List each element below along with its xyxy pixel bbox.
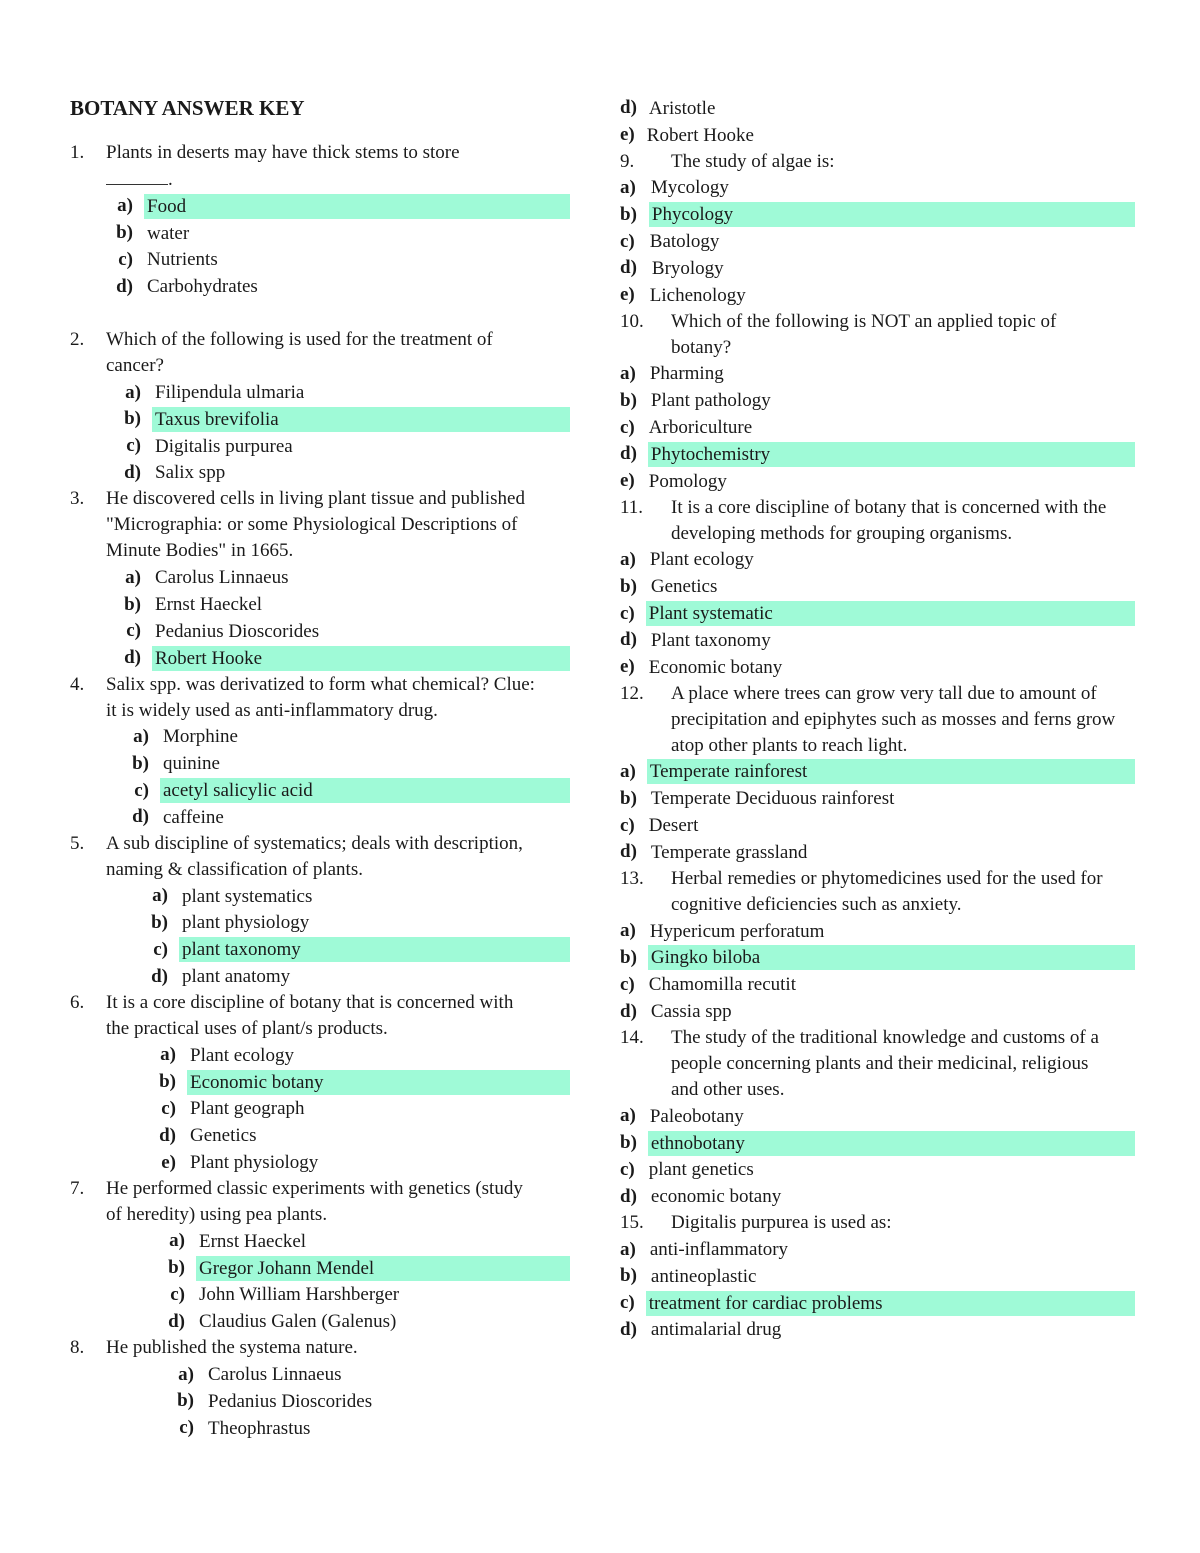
option-label: c) [170, 1283, 185, 1305]
option-text: Temperate Deciduous rainforest [650, 788, 895, 810]
question-text [106, 990, 536, 1042]
question-4 [70, 672, 570, 724]
option-label: e) [161, 1151, 176, 1173]
option-text: plant systematics [182, 885, 313, 907]
question-number: 11. [620, 496, 644, 518]
option-label: a) [117, 195, 133, 217]
answer-option [70, 1255, 570, 1282]
correct-answer-highlight: Food [144, 194, 570, 219]
answer-option [70, 433, 570, 460]
option-label: b) [124, 593, 141, 615]
answer-option [70, 910, 570, 937]
answer-option [620, 573, 1135, 600]
question-number: 12. [620, 682, 644, 704]
answer-option [70, 1361, 570, 1388]
question-number: 5. [70, 832, 85, 854]
option-text: plant genetics [648, 1159, 754, 1181]
right-column [620, 95, 1135, 1343]
option-label: a) [133, 725, 149, 747]
option-label: d) [124, 647, 141, 669]
answer-option [70, 618, 570, 645]
option-label: c) [179, 1417, 194, 1439]
option-text: Claudius Galen (Galenus) [199, 1311, 397, 1333]
option-text: plant physiology [182, 912, 310, 934]
question-number: 9. [620, 150, 635, 172]
answer-option [70, 1122, 570, 1149]
answer-option [70, 1228, 570, 1255]
option-label: a) [620, 548, 636, 570]
question-number: 4. [70, 673, 85, 695]
answer-option [620, 998, 1135, 1025]
question-number: 13. [620, 867, 644, 889]
option-text: Filipendula ulmaria [155, 382, 305, 404]
answer-option [620, 387, 1135, 414]
question-7 [70, 1176, 570, 1228]
option-text: Nutrients [147, 249, 218, 271]
answer-option [70, 724, 570, 751]
answer-option [70, 963, 570, 990]
option-text: Mycology [650, 177, 729, 199]
answer-option [70, 564, 570, 591]
answer-option [70, 883, 570, 910]
option-text: Pedanius Dioscorides [155, 620, 320, 642]
answer-option [620, 1183, 1135, 1210]
option-text: Theophrastus [208, 1417, 311, 1439]
answer-option [620, 1157, 1135, 1184]
question-9 [620, 149, 1135, 175]
answer-option [70, 645, 570, 672]
question-text-main: A place where trees can grow very tall due to amount of precipitation and epiphytes such as mosses and ferns grow atop other plants to reach light. [671, 682, 1116, 756]
option-text: Digitalis purpurea [155, 435, 293, 457]
question-8 [70, 1335, 570, 1361]
option-label: c) [620, 973, 635, 995]
question-6 [70, 990, 570, 1042]
option-label: d) [620, 1000, 637, 1022]
answer-option [620, 759, 1135, 786]
answer-option [620, 122, 1135, 149]
correct-answer-highlight: acetyl salicylic acid [160, 778, 570, 803]
option-text: Genetics [650, 576, 718, 598]
option-text: Carolus Linnaeus [208, 1364, 342, 1385]
correct-answer-highlight: ethnobotany [648, 1131, 1135, 1156]
question-text [106, 486, 536, 564]
question-number: 1. [70, 142, 85, 163]
option-label: b) [177, 1390, 194, 1412]
option-text: Morphine [163, 726, 238, 748]
question-number: 2. [70, 329, 85, 351]
option-label: d) [124, 461, 141, 483]
option-text: economic botany [650, 1186, 782, 1208]
question-text [671, 1210, 1116, 1236]
answer-option [70, 1069, 570, 1096]
option-label: c) [620, 602, 635, 624]
option-text: Plant physiology [190, 1152, 319, 1174]
answer-option [620, 918, 1135, 945]
option-text: caffeine [163, 806, 224, 828]
option-label: d) [159, 1124, 176, 1146]
question-number: 15. [620, 1212, 644, 1234]
option-label: d) [620, 841, 637, 863]
answer-option [70, 936, 570, 963]
answer-option [620, 1103, 1135, 1130]
answer-option [70, 247, 570, 274]
answer-option [70, 591, 570, 618]
option-text: Chamomilla recutit [648, 974, 796, 996]
option-text: Robert Hooke [646, 124, 754, 146]
option-label: d) [620, 1318, 637, 1340]
answer-option [620, 654, 1135, 681]
option-label: e) [620, 124, 635, 146]
question-text-main: It is a core discipline of botany that is concerned with the developing methods for grouping organisms. [671, 496, 1107, 544]
option-label: a) [620, 176, 636, 198]
option-label: d) [620, 1185, 637, 1207]
option-text: John William Harshberger [199, 1284, 400, 1306]
option-label: a) [169, 1230, 185, 1252]
answer-option [620, 1263, 1135, 1290]
correct-answer-highlight: Gingko biloba [648, 945, 1135, 970]
option-label: c) [134, 779, 149, 801]
question-number: 10. [620, 310, 644, 332]
option-label: c) [126, 620, 141, 642]
answer-option [70, 1415, 570, 1442]
option-text: Hypericum perforatum [649, 920, 825, 942]
answer-option [70, 750, 570, 777]
answer-option [620, 945, 1135, 972]
question-text-main: Plants in deserts may have thick stems to store [106, 142, 460, 163]
question-text [106, 327, 536, 379]
question-text-main: He published the systema nature. [106, 1337, 358, 1359]
answer-blank [106, 166, 168, 185]
option-text: Plant ecology [190, 1044, 294, 1066]
answer-option [620, 201, 1135, 228]
answer-option [70, 1308, 570, 1335]
answer-option [70, 273, 570, 300]
answer-option [70, 1042, 570, 1069]
answer-option [620, 1290, 1135, 1317]
answer-option [620, 600, 1135, 627]
answer-option [620, 361, 1135, 388]
question-2 [70, 327, 570, 379]
option-text: Ernst Haeckel [155, 594, 263, 616]
option-text: Plant geograph [190, 1098, 305, 1120]
question-15 [620, 1210, 1135, 1236]
option-label: b) [620, 203, 637, 225]
question-number: 14. [620, 1026, 644, 1048]
answer-option [620, 1317, 1135, 1344]
question-text-main: A sub discipline of systematics; deals with description, naming & classification of plants. [106, 832, 523, 880]
correct-answer-highlight: Economic botany [187, 1070, 570, 1095]
option-text: Plant pathology [650, 390, 771, 412]
option-text: antineoplastic [650, 1265, 757, 1287]
option-text: Bryology [651, 257, 724, 279]
question-text [106, 672, 536, 724]
option-text: Salix spp [155, 462, 226, 484]
option-text: Genetics [190, 1125, 257, 1147]
correct-answer-highlight: Plant systematic [646, 601, 1135, 626]
question-3 [70, 486, 570, 564]
answer-option [620, 1236, 1135, 1263]
question-text-main: The study of the traditional knowledge and customs of a people concerning plants and their medicinal, religious and other uses. [671, 1026, 1099, 1100]
option-label: a) [620, 920, 636, 942]
question-text [106, 140, 536, 193]
option-text: Economic botany [648, 656, 783, 678]
answer-option [620, 839, 1135, 866]
question-number: 7. [70, 1177, 85, 1199]
question-text-main: He discovered cells in living plant tissue and published "Micrographia: or some Physiological Descriptions of Minute Bodies" in 1665. [106, 488, 525, 562]
option-label: c) [126, 435, 141, 457]
option-label: a) [125, 566, 141, 588]
option-text: anti-inflammatory [649, 1239, 789, 1260]
option-label: c) [161, 1097, 176, 1119]
answer-option [70, 1149, 570, 1176]
question-text-main: Herbal remedies or phytomedicines used for the used for cognitive deficiencies such as anxiety. [671, 867, 1103, 915]
question-number: 8. [70, 1337, 85, 1359]
option-text: Lichenology [649, 284, 746, 306]
option-text: plant anatomy [182, 966, 291, 988]
option-label: a) [178, 1363, 194, 1385]
question-5 [70, 831, 570, 883]
answer-option [620, 441, 1135, 468]
option-text: Carbohydrates [147, 276, 258, 298]
correct-answer-highlight: Robert Hooke [152, 646, 570, 671]
option-label: b) [620, 787, 637, 809]
question-text-main: Salix spp. was derivatized to form what chemical? Clue: it is widely used as anti-inflammatory drug. [106, 673, 535, 721]
answer-option [620, 255, 1135, 282]
option-label: c) [620, 1292, 635, 1314]
option-text: Aristotle [648, 97, 716, 119]
option-label: d) [620, 97, 637, 119]
option-label: b) [620, 1265, 637, 1287]
correct-answer-highlight: Phycology [649, 202, 1135, 227]
option-text: Plant taxonomy [650, 629, 771, 651]
option-label: a) [152, 885, 168, 907]
option-text: water [147, 222, 190, 244]
option-text: Temperate grassland [650, 841, 808, 863]
answer-option [70, 406, 570, 433]
answer-option [620, 812, 1135, 839]
answer-option [70, 193, 570, 220]
question-text [106, 1176, 536, 1228]
option-text: Pomology [648, 470, 727, 492]
question-text [671, 866, 1116, 918]
option-label: d) [620, 629, 637, 651]
option-label: b) [124, 408, 141, 430]
document-title: BOTANY ANSWER KEY [70, 96, 305, 120]
question-11 [620, 495, 1135, 547]
option-label: c) [153, 938, 168, 960]
option-label: c) [118, 248, 133, 270]
answer-option [620, 228, 1135, 255]
option-label: b) [620, 1132, 637, 1154]
answer-option [620, 785, 1135, 812]
answer-option [70, 379, 570, 406]
option-label: b) [620, 389, 637, 411]
option-label: d) [116, 275, 133, 297]
question-text [106, 831, 536, 883]
answer-option [620, 627, 1135, 654]
option-text: Pharming [649, 363, 724, 385]
option-label: b) [620, 575, 637, 597]
question-10 [620, 309, 1135, 361]
option-label: e) [620, 470, 635, 492]
question-14 [620, 1025, 1135, 1103]
question-1 [70, 140, 570, 193]
option-text: Batology [649, 231, 720, 253]
option-label: b) [132, 752, 149, 774]
option-text: Pedanius Dioscorides [208, 1390, 373, 1412]
option-text: Cassia spp [650, 1001, 732, 1023]
option-text: Arboriculture [648, 417, 753, 439]
correct-answer-highlight: Phytochemistry [648, 442, 1135, 467]
option-label: a) [620, 362, 636, 384]
answer-option [70, 220, 570, 247]
correct-answer-highlight: Taxus brevifolia [152, 407, 570, 432]
question-text-main: Which of the following is NOT an applied topic of botany? [671, 310, 1057, 358]
option-label: d) [620, 257, 637, 279]
option-text: Desert [648, 815, 699, 837]
option-text: quinine [163, 753, 220, 775]
answer-option [620, 547, 1135, 574]
correct-answer-highlight: plant taxonomy [179, 937, 570, 962]
answer-option [620, 971, 1135, 998]
answer-option [70, 460, 570, 487]
option-text: Ernst Haeckel [199, 1230, 307, 1252]
answer-option [620, 282, 1135, 309]
question-text-main: Digitalis purpurea is used as: [671, 1212, 892, 1234]
question-12 [620, 681, 1135, 759]
correct-answer-highlight: Gregor Johann Mendel [196, 1256, 570, 1281]
option-label: d) [168, 1310, 185, 1332]
answer-option [620, 414, 1135, 441]
answer-option [620, 175, 1135, 202]
option-label: b) [116, 222, 133, 244]
option-label: b) [620, 946, 637, 968]
left-column [70, 95, 570, 1442]
option-label: c) [620, 230, 635, 252]
question-text-main: Which of the following is used for the treatment of cancer? [106, 329, 493, 377]
option-label: c) [620, 1158, 635, 1180]
option-label: b) [159, 1071, 176, 1093]
question-text-tail: . [168, 169, 173, 190]
answer-option [620, 95, 1135, 122]
question-number: 3. [70, 488, 85, 510]
option-label: a) [620, 1238, 636, 1260]
question-text [671, 1025, 1116, 1103]
answer-option [70, 1388, 570, 1415]
option-text: Plant ecology [649, 549, 754, 571]
answer-option [70, 1282, 570, 1309]
question-number: 6. [70, 991, 85, 1013]
option-label: c) [620, 814, 635, 836]
option-label: e) [620, 656, 635, 678]
question-text [671, 495, 1116, 547]
question-13 [620, 866, 1135, 918]
option-label: a) [620, 1105, 636, 1127]
option-text: antimalarial drug [650, 1319, 782, 1341]
option-label: c) [620, 416, 635, 438]
answer-option [620, 1130, 1135, 1157]
question-text-main: He performed classic experiments with genetics (study of heredity) using pea plants. [106, 1177, 523, 1225]
option-label: d) [132, 806, 149, 828]
answer-option [70, 777, 570, 804]
option-label: a) [620, 760, 636, 782]
option-label: e) [620, 284, 635, 306]
answer-option [620, 468, 1135, 495]
blank-line [70, 300, 570, 327]
option-label: a) [125, 381, 141, 403]
answer-option [70, 804, 570, 831]
option-text: Carolus Linnaeus [155, 567, 289, 589]
option-label: d) [151, 965, 168, 987]
question-text-main: The study of algae is: [671, 150, 835, 172]
option-text: Paleobotany [649, 1105, 744, 1127]
option-label: d) [620, 443, 637, 465]
option-label: b) [168, 1257, 185, 1279]
question-text [671, 149, 1116, 175]
question-text [671, 309, 1116, 361]
correct-answer-highlight: treatment for cardiac problems [646, 1291, 1135, 1316]
question-text [106, 1335, 536, 1361]
answer-option [70, 1096, 570, 1123]
option-label: b) [151, 911, 168, 933]
question-text-main: It is a core discipline of botany that is concerned with the practical uses of plant/s products. [106, 991, 514, 1039]
question-text [671, 681, 1116, 759]
option-label: a) [160, 1044, 176, 1066]
correct-answer-highlight: Temperate rainforest [647, 759, 1135, 784]
